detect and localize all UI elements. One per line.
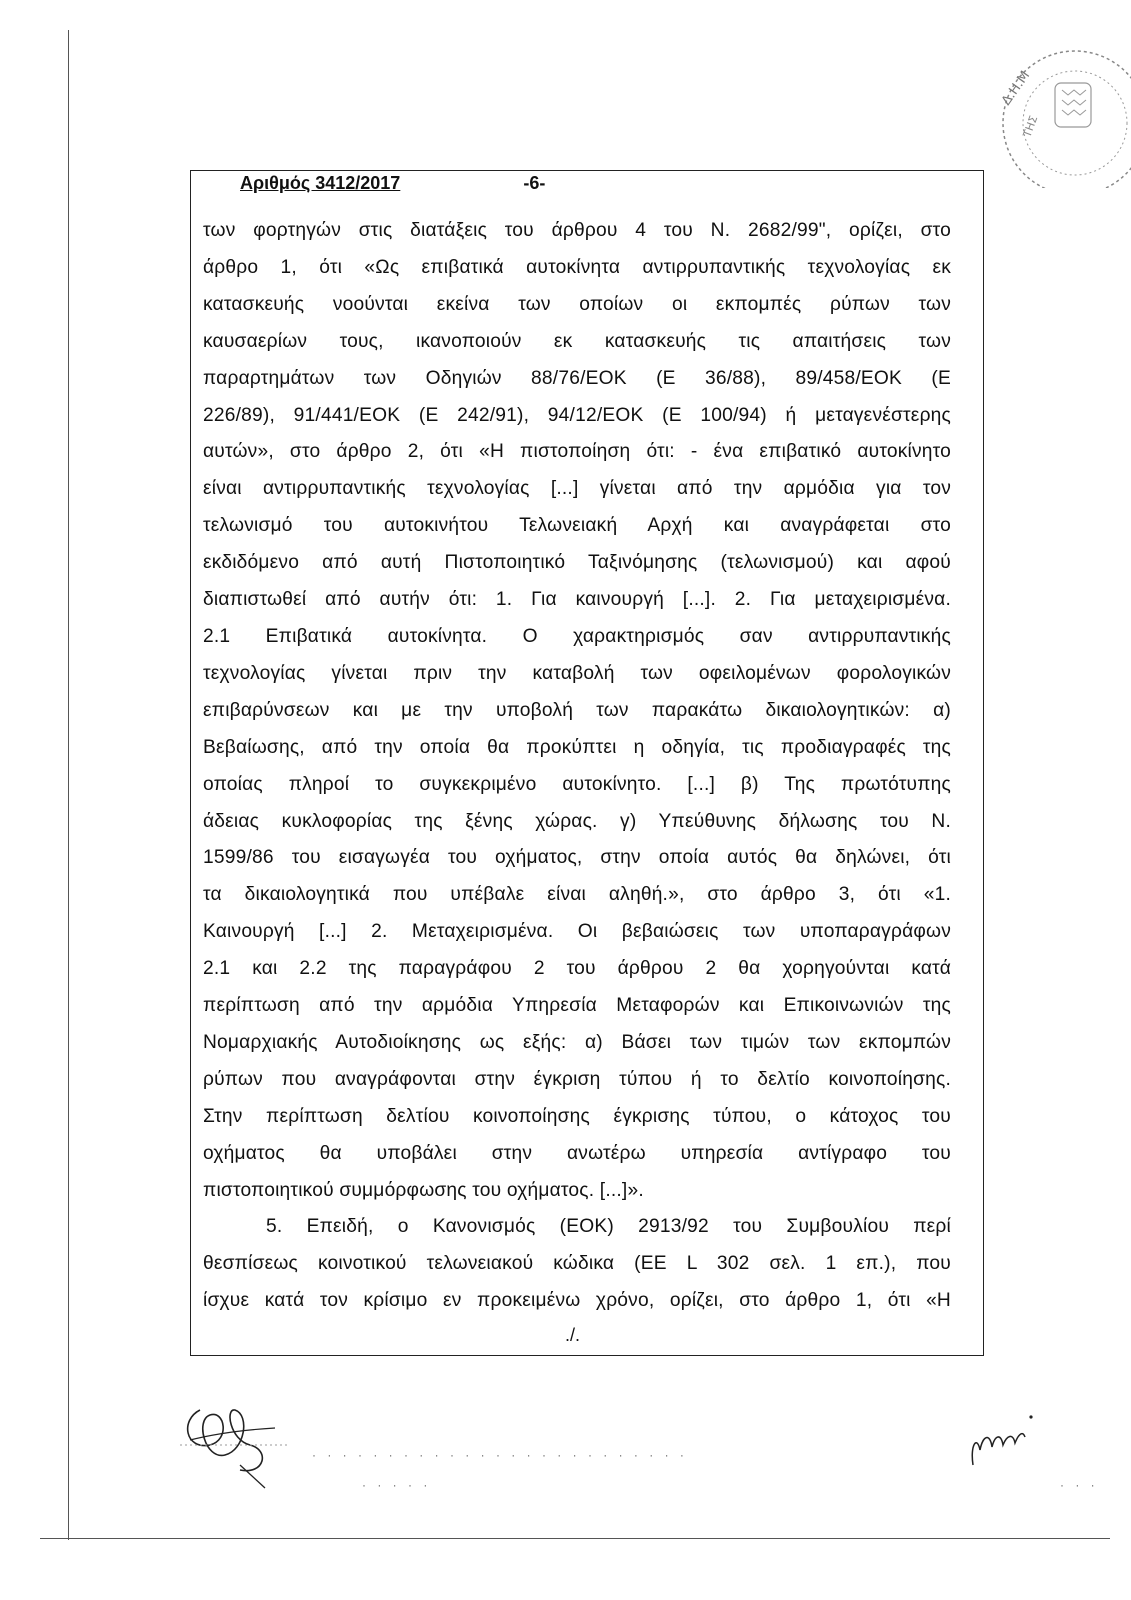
- text-line: Καινουργή [...] 2. Μεταχειρισμένα. Οι βεβαιώσεις των υποπαραγράφων: [203, 921, 951, 943]
- text-line: καυσαερίων τους, ικανοποιούν εκ κατασκευής τις απαιτήσεις των: [203, 330, 951, 352]
- dotted-line: · · · · ·: [362, 1478, 432, 1492]
- text-line: Βεβαίωσης, από την οποία θα προκύπτει η οδηγία, τις προδιαγραφές της: [203, 736, 951, 758]
- dotted-line: · · ·: [1060, 1478, 1099, 1492]
- page-header: [240, 173, 545, 194]
- text-line: 2.1 Επιβατικά αυτοκίνητα. Ο χαρακτηρισμός σαν αντιρρυπαντικής: [203, 625, 951, 647]
- signature-left: [170, 1390, 300, 1490]
- continuation-mark: ./.: [565, 1325, 581, 1345]
- text-line: πιστοποιητικού συμμόρφωσης του οχήματος. [...]».: [203, 1179, 644, 1201]
- text-line: οποίας πληροί το συγκεκριμένο αυτοκίνητο. [...] β) Της πρωτότυπης: [203, 773, 951, 795]
- text-line: Νομαρχιακής Αυτοδιοίκησης ως εξής: α) Βάσει των τιμών των εκπομπών: [203, 1031, 951, 1053]
- text-line: τεχνολογίας γίνεται πριν την καταβολή των οφειλομένων φορολογικών: [203, 662, 951, 684]
- text-line: ίσχυε κατά τον κρίσιμο εν προκειμένω χρόνο, ορίζει, στο άρθρο 1, ότι «Η: [203, 1290, 951, 1312]
- text-line: αυτών», στο άρθρο 2, ότι «Η πιστοποίηση ότι: - ένα επιβατικό αυτοκίνητο: [203, 441, 951, 463]
- text-line: των φορτηγών στις διατάξεις του άρθρου 4 του Ν. 2682/99", ορίζει, στο: [203, 220, 951, 241]
- text-line: παραρτημάτων των Οδηγιών 88/76/ΕΟΚ (Ε 36/88), 89/458/ΕΟΚ (Ε: [203, 367, 951, 389]
- court-seal-stamp: [980, 28, 1131, 188]
- text-line: 226/89), 91/441/ΕΟΚ (Ε 242/91), 94/12/ΕΟΚ (Ε 100/94) ή μεταγενέστερης: [203, 404, 951, 426]
- paragraph-start-line: 5. Επειδή, ο Κανονισμός (ΕΟΚ) 2913/92 του Συμβουλίου περί: [266, 1216, 951, 1238]
- svg-text:ΤΗΣ: ΤΗΣ: [1020, 113, 1041, 140]
- dotted-line: · · · · · · · · · · · · · · · · · · · · · · · · ·: [312, 1448, 688, 1462]
- text-line: διαπιστωθεί από αυτήν ότι: 1. Για καινουργή [...]. 2. Για μεταχειρισμένα.: [203, 589, 951, 611]
- page-number: -6-: [523, 173, 546, 193]
- text-line: ρύπων που αναγράφονται στην έγκριση τύπου ή το δελτίο κοινοποίησης.: [203, 1068, 951, 1090]
- text-line: κατασκευής νοούνται εκείνα των οποίων οι εκπομπές ρύπων των: [203, 293, 951, 315]
- text-line: άδειας κυκλοφορίας της ξένης χώρας. γ) Υπεύθυνης δήλωσης του Ν.: [203, 810, 951, 832]
- text-line: 1599/86 του εισαγωγέα του οχήματος, στην οποία αυτός θα δηλώνει, ότι: [203, 847, 951, 869]
- text-line: άρθρο 1, ότι «Ως επιβατικά αυτοκίνητα αντιρρυπαντικής τεχνολογίας εκ: [203, 256, 951, 278]
- left-margin-line: [68, 30, 69, 1540]
- signature-right: [955, 1405, 1055, 1475]
- case-number: Αριθμός 3412/2017: [240, 173, 401, 193]
- text-line: τα δικαιολογητικά που υπέβαλε είναι αληθή.», στο άρθρο 3, ότι «1.: [203, 884, 951, 906]
- text-line: 2.1 και 2.2 της παραγράφου 2 του άρθρου 2 θα χορηγούνται κατά: [203, 958, 951, 980]
- text-line: οχήματος θα υποβάλει στην ανωτέρω υπηρεσία αντίγραφο του: [203, 1142, 951, 1164]
- document-body: [203, 213, 951, 1320]
- text-line: περίπτωση από την αρμόδια Υπηρεσία Μεταφορών και Επικοινωνιών της: [203, 995, 951, 1017]
- text-line: Στην περίπτωση δελτίου κοινοποίησης έγκρισης τύπου, ο κάτοχος του: [203, 1105, 951, 1127]
- text-line: θεσπίσεως κοινοτικού τελωνειακού κώδικα (ΕΕ L 302 σελ. 1 επ.), που: [203, 1253, 951, 1275]
- text-line: είναι αντιρρυπαντικής τεχνολογίας [...] γίνεται από την αρμόδια για τον: [203, 478, 951, 500]
- svg-text:Δ.Η.Μ: Δ.Η.Μ: [998, 68, 1034, 109]
- bottom-rule: [40, 1538, 1110, 1539]
- text-line: επιβαρύνσεων και με την υποβολή των παρακάτω δικαιολογητικών: α): [203, 699, 951, 721]
- text-line: τελωνισμό του αυτοκινήτου Τελωνειακή Αρχή και αναγράφεται στο: [203, 515, 951, 537]
- text-line: εκδιδόμενο από αυτή Πιστοποιητικό Ταξινόμησης (τελωνισμού) και αφού: [203, 552, 951, 574]
